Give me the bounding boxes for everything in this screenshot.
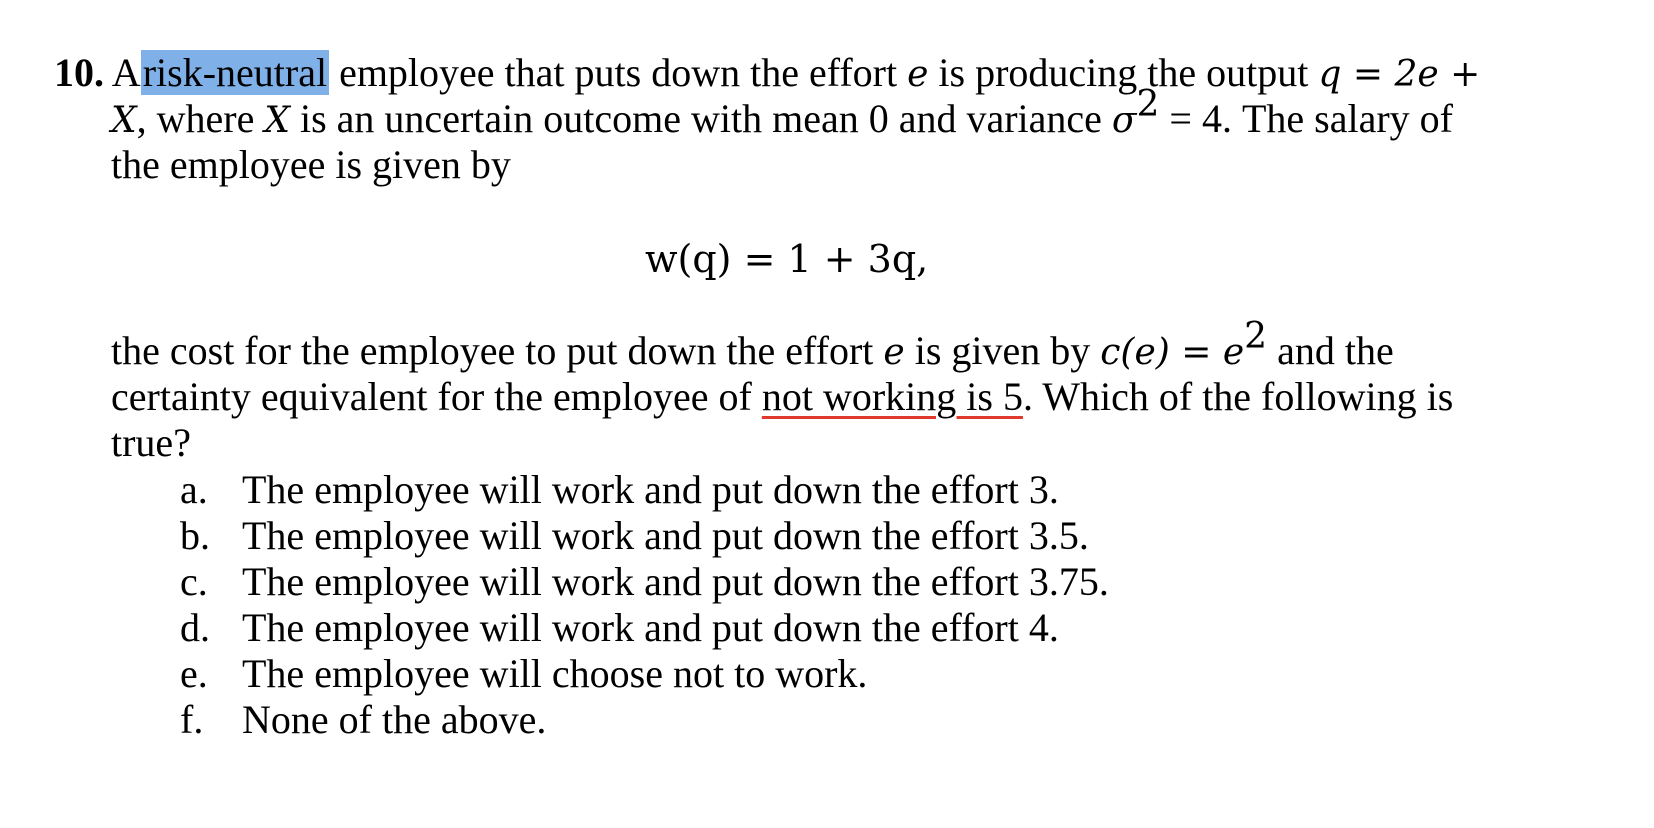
math-var-e: e [883,332,905,373]
answer-option-f[interactable] [180,697,546,743]
equation-text: w(q) = 1 + 3q, [645,237,929,281]
option-letter: c. [180,559,208,604]
option-letter: a. [180,467,208,512]
question-line-1 [54,50,1480,98]
math-exponent: 2 [1244,316,1268,357]
option-letter: e. [180,651,208,696]
option-letter: b. [180,513,210,558]
option-letter: f. [180,697,204,742]
text-segment: is given by [914,328,1091,373]
option-text: The employee will work and put down the effort 4. [242,605,1059,650]
question-line-3 [111,142,511,188]
answer-option-b[interactable] [180,513,1089,559]
math-expression-output: q = 2e + [1318,54,1481,95]
text-segment: employee that puts down the effort [339,50,898,95]
answer-option-a[interactable] [180,467,1059,513]
text-segment: the cost for the employee to put down the effort [111,328,874,373]
salary-equation [645,236,928,282]
text-segment: certainty equivalent for the employee of [111,374,752,419]
option-text: The employee will work and put down the effort 3. [242,467,1059,512]
text-segment: and the [1277,328,1394,373]
option-text: The employee will choose not to work. [242,651,868,696]
text-segment: . Which of the following is [1022,374,1454,419]
option-text: None of the above. [242,697,547,742]
math-var-e: e [907,54,929,95]
answer-option-e[interactable] [180,651,867,697]
math-var-X: X [111,100,137,141]
answer-option-c[interactable] [180,559,1109,605]
spellcheck-underlined-text[interactable]: not working is 5 [761,374,1023,419]
option-text: The employee will work and put down the effort 3.5. [242,513,1089,558]
math-sigma: σ [1111,100,1137,141]
option-text: The employee will work and put down the effort 3.75. [242,559,1109,604]
selected-text[interactable]: risk-neutral [142,50,328,95]
text-segment: is an uncertain outcome with mean 0 and variance [300,96,1102,141]
text-segment: , where [136,96,255,141]
math-exponent: 2 [1136,84,1160,125]
text-segment: true? [111,420,191,465]
answer-option-d[interactable] [180,605,1059,651]
question-line-4 [111,316,1394,376]
math-cost-expression: c(e) = e [1100,332,1245,373]
question-line-6 [111,420,191,466]
question-number: 10. [54,50,104,95]
text-segment: the employee is given by [111,142,511,187]
text-segment: is producing the output [938,50,1309,95]
math-var-X: X [264,100,290,141]
text-segment: = 4. The salary of [1169,96,1453,141]
text-segment: A [111,50,141,95]
option-letter: d. [180,605,210,650]
question-line-5 [111,374,1453,420]
question-line-2 [111,84,1453,144]
